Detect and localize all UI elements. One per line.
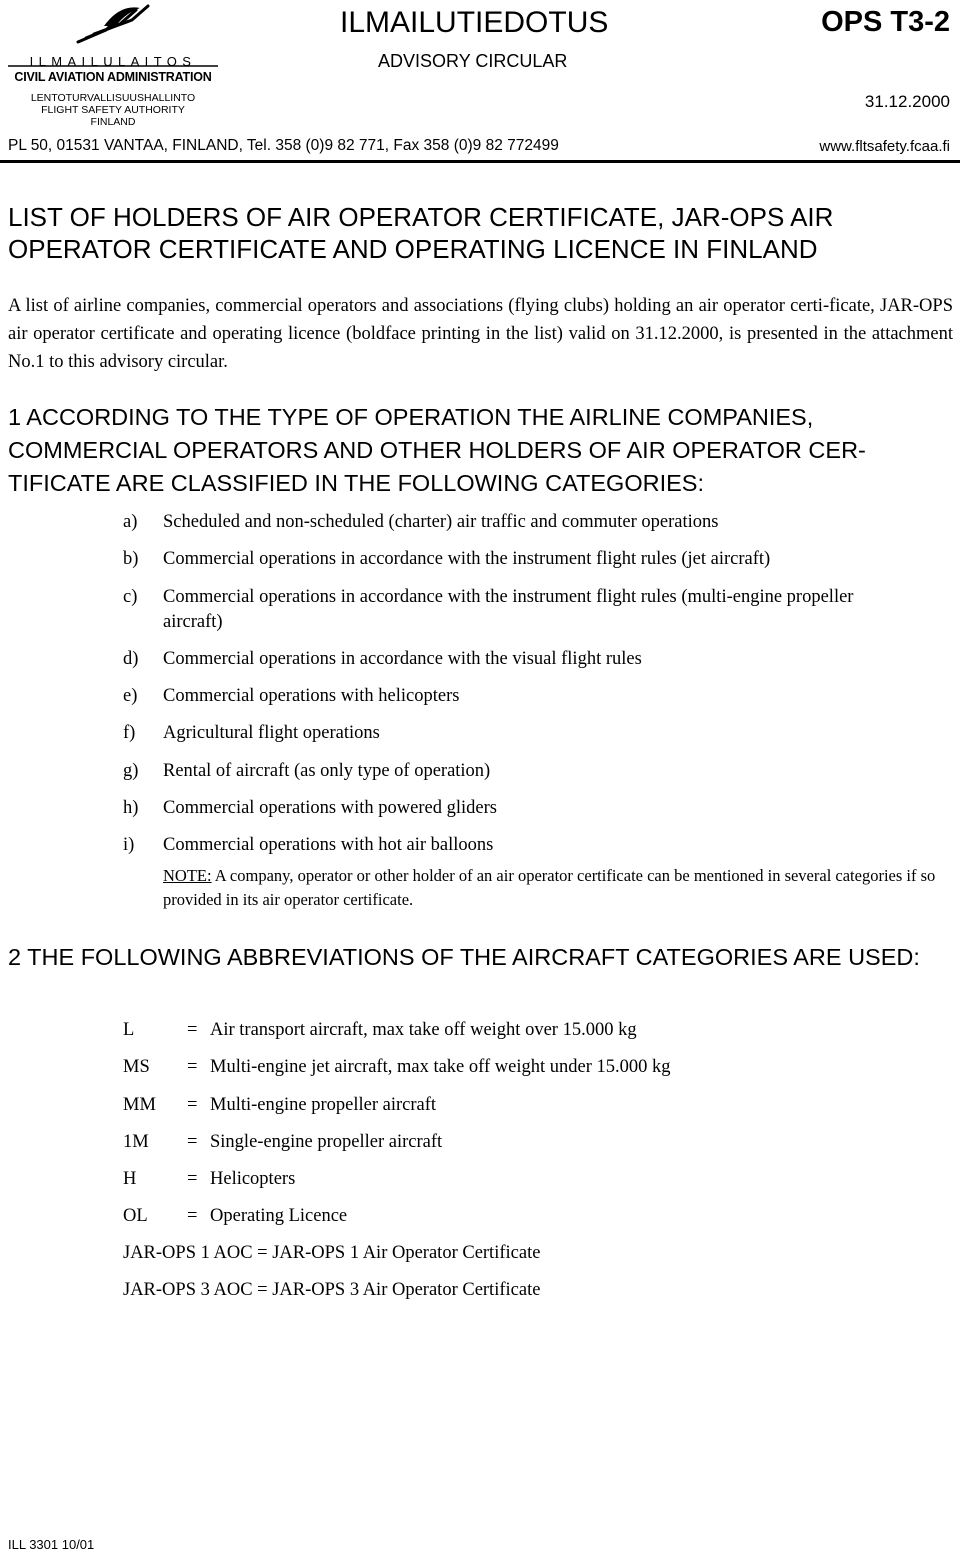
page-title: LIST OF HOLDERS OF AIR OPERATOR CERTIFICATE, JAR-OPS AIR OPERATOR CERTIFICATE AND OPERATING LICENCE IN FINLAND [8,202,834,264]
abbreviation-code: OL [123,1206,148,1226]
category-letter: e) [123,686,138,706]
category-text: Commercial operations with powered gliders [163,798,497,818]
abbreviation-code: 1M [123,1132,149,1152]
abbreviation-description: Multi-engine jet aircraft, max take off weight under 15.000 kg [210,1057,671,1077]
section-1-heading: 1 ACCORDING TO THE TYPE OF OPERATION THE AIRLINE COMPANIES, COMMERCIAL OPERATORS AND OTHER HOLDERS OF AIR OPERATOR CER-TIFICATE ARE CLASSIFIED IN THE FOLLOWING CATEGORIES: [8,404,866,496]
equals-sign: = [187,1132,198,1152]
abbreviation-code: H [123,1169,137,1189]
category-text: Commercial operations with hot air balloons [163,835,494,855]
abbreviation-code: MM [123,1095,156,1115]
category-letter: h) [123,798,139,818]
equals-sign: = [187,1169,198,1189]
category-text: Commercial operations in accordance with the instrument flight rules (multi-engine propeller aircraft) [163,587,854,632]
category-text: Commercial operations in accordance with the visual flight rules [163,649,642,669]
category-letter: g) [123,761,139,781]
category-note [163,864,958,912]
equals-sign: = [187,1057,198,1077]
intro-paragraph: A list of airline companies, commercial operators and associations (flying clubs) holding an air operator certi-ficate, JAR-OPS air operator certificate and operating licence (boldface printing in the list) valid on 31.12.2000, is presented in the attachment No.1 to this advisory circular. [8,296,953,372]
category-letter: b) [123,549,139,569]
authority-line: FINLAND [90,116,136,128]
category-letter: c) [123,587,138,607]
section-2-heading: 2 THE FOLLOWING ABBREVIATIONS OF THE AIRCRAFT CATEGORIES ARE USED: [8,944,920,970]
website-link[interactable]: www.fltsafety.fcaa.fi [819,138,950,155]
abbreviation-code: L [123,1020,135,1040]
note-label: NOTE: [163,866,212,885]
abbreviation-description: Helicopters [210,1169,296,1189]
category-text: Commercial operations in accordance with the instrument flight rules (jet aircraft) [163,549,771,569]
jar-ops-abbreviation: JAR-OPS 1 AOC = JAR-OPS 1 Air Operator Certificate [123,1243,541,1263]
document-date: 31.12.2000 [864,92,950,111]
abbreviation-description: Multi-engine propeller aircraft [210,1095,437,1115]
category-letter: d) [123,649,139,669]
header-divider [0,160,960,163]
jar-ops-abbreviation: JAR-OPS 3 AOC = JAR-OPS 3 Air Operator Certificate [123,1280,541,1300]
org-name-fi: ILMAILULAITOS [29,54,197,69]
equals-sign: = [187,1095,198,1115]
form-code: ILL 3301 10/01 [8,1537,95,1552]
category-text: Commercial operations with helicopters [163,686,460,706]
category-letter: f) [123,723,136,743]
abbreviation-description: Single-engine propeller aircraft [210,1132,443,1152]
authority-line: FLIGHT SAFETY AUTHORITY [41,104,185,116]
contact-address: PL 50, 01531 VANTAA, FINLAND, Tel. 358 (0)9 82 771, Fax 358 (0)9 82 772499 [8,137,559,154]
document-id: OPS T3-2 [821,6,950,38]
document-title: ILMAILUTIEDOTUS [340,6,609,39]
category-text: Agricultural flight operations [163,723,380,743]
equals-sign: = [187,1206,198,1226]
authority-line: LENTOTURVALLISUUSHALLINTO [30,92,196,104]
abbreviation-description: Operating Licence [210,1206,348,1226]
org-name-en: CIVIL AVIATION ADMINISTRATION [14,70,212,84]
abbreviation-code: MS [123,1057,150,1077]
note-text: A company, operator or other holder of an air operator certificate can be mentioned in several categories if so provided in its air operator certificate. [163,866,936,909]
equals-sign: = [187,1020,198,1040]
category-letter: a) [123,512,138,532]
authority-block [8,92,218,128]
document-subtitle: ADVISORY CIRCULAR [378,51,568,71]
abbreviation-description: Air transport aircraft, max take off weight over 15.000 kg [210,1020,637,1040]
category-letter: i) [123,835,135,855]
category-text: Scheduled and non-scheduled (charter) air traffic and commuter operations [163,512,719,532]
category-text: Rental of aircraft (as only type of operation) [163,761,491,781]
